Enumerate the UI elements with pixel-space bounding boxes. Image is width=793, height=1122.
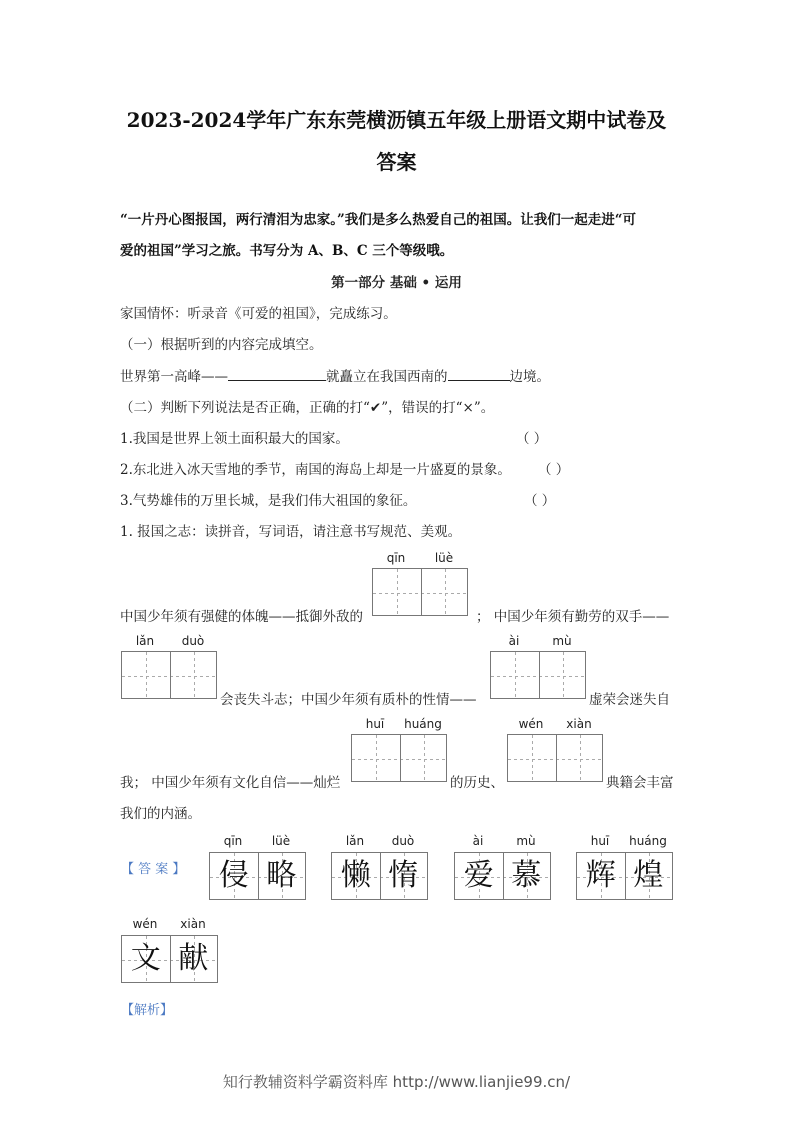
write-box-aimu[interactable] xyxy=(490,651,586,699)
answer-char: 略 xyxy=(266,858,297,893)
q1-sentence1: 中国少年须有强健的体魄——抵御外敌的 xyxy=(120,609,363,625)
judge-item-3: 3.气势雄伟的万里长城，是我们伟大祖国的象征。 xyxy=(120,493,417,509)
q1-instruction: 1. 报国之志：读拼音，写词语，请注意书写规范、美观。 xyxy=(120,524,462,540)
ans-pinyin-ai: ài xyxy=(472,834,484,848)
intro-line1: “一片丹心图报国，两行清泪为忠家。”我们是多么热爱自己的祖国。让我们一起走进“可 xyxy=(120,212,637,228)
ans-pinyin-hui: huī xyxy=(590,834,610,848)
judge-paren-1[interactable]: （ ） xyxy=(516,431,548,447)
ans-pinyin-huang: huáng xyxy=(629,834,667,848)
answer-char: 惰 xyxy=(388,858,419,893)
q1-sentence3c: 典籍会丰富 xyxy=(606,775,674,791)
ans-pinyin-wen: wén xyxy=(132,917,158,931)
q1-sentence3a: 我； 中国少年须有文化自信——灿烂 xyxy=(120,775,341,791)
fill-blank-1[interactable] xyxy=(228,366,326,381)
pinyin-lan: lǎn xyxy=(135,634,155,648)
answer-box-huihuang xyxy=(576,852,673,900)
answer-char: 侵 xyxy=(218,858,249,893)
page-title-line2: 答案 xyxy=(376,150,417,174)
write-box-wenxian[interactable] xyxy=(507,734,603,782)
fill-blank-2[interactable] xyxy=(448,366,510,381)
answer-char: 辉 xyxy=(585,858,616,893)
answer-char: 慕 xyxy=(511,858,542,893)
judge-paren-2[interactable]: （ ） xyxy=(538,462,570,478)
ans-pinyin-duo: duò xyxy=(391,834,415,848)
pinyin-mu: mù xyxy=(552,634,572,648)
ans-pinyin-lan: lǎn xyxy=(345,834,365,848)
answer-char: 献 xyxy=(178,941,209,976)
answer-char: 文 xyxy=(130,941,161,976)
fill-text-c: 边境。 xyxy=(509,369,550,385)
judge-item-1: 1.我国是世界上领土面积最大的国家。 xyxy=(120,431,349,447)
pinyin-hui: huī xyxy=(365,717,385,731)
q1-sentence2a: 会丧失斗志；中国少年须有质朴的性情—— xyxy=(220,692,477,708)
pinyin-wen: wén xyxy=(518,717,544,731)
ans-pinyin-qin: qīn xyxy=(223,834,243,848)
page-title: 2023-2024学年广东东莞横沥镇五年级上册语文期中试卷及 xyxy=(126,108,667,132)
judge-paren-3[interactable]: （ ） xyxy=(524,493,556,509)
pinyin-duo: duò xyxy=(181,634,205,648)
ans-pinyin-lue: lüè xyxy=(271,834,291,848)
answer-char: 爱 xyxy=(463,858,494,893)
q1-sentence1b: ； 中国少年须有勤劳的双手—— xyxy=(476,609,670,625)
write-box-huihuang[interactable] xyxy=(351,734,447,782)
intro-line2: 爱的祖国”学习之旅。书写分为 A、B、C 三个等级哦。 xyxy=(120,243,454,259)
pinyin-ai: ài xyxy=(508,634,520,648)
answer-char: 煌 xyxy=(633,858,664,893)
answer-label: 【 答 案 】 xyxy=(121,862,186,877)
pinyin-lue: lüè xyxy=(434,551,454,565)
footer-watermark: 知行教辅资料学霸资料库 http://www.lianjie99.cn/ xyxy=(222,1073,571,1091)
ans-pinyin-xian: xiàn xyxy=(180,917,206,931)
judge-item-2: 2.东北进入冰天雪地的季节，南国的海岛上却是一片盛夏的景象。 xyxy=(120,462,511,478)
fill-text-a: 世界第一高峰—— xyxy=(120,369,228,385)
answer-box-landuo xyxy=(331,852,428,900)
fill-text-b: 就矗立在我国西南的 xyxy=(326,369,448,385)
q1-sentence4: 我们的内涵。 xyxy=(120,806,201,822)
listen-instruction: 家国情怀：听录音《可爱的祖国》，完成练习。 xyxy=(120,306,397,322)
q1-sentence2b: 虚荣会迷失自 xyxy=(589,692,670,708)
pinyin-xian: xiàn xyxy=(566,717,592,731)
q1-sentence3b: 的历史、 xyxy=(450,775,504,791)
answer-char: 懒 xyxy=(340,858,371,893)
write-box-qinlue[interactable] xyxy=(372,568,468,616)
pinyin-huang: huáng xyxy=(404,717,442,731)
listen-part2: （二）判断下列说法是否正确，正确的打“✔”，错误的打“×”。 xyxy=(120,400,495,416)
answer-box-qinlue xyxy=(209,852,306,900)
fill-line xyxy=(120,365,550,385)
listen-part1: （一）根据听到的内容完成填空。 xyxy=(120,337,323,353)
analysis-label: 【解析】 xyxy=(121,1003,174,1018)
answer-box-wenxian xyxy=(121,935,218,983)
section-heading: 第一部分 基础 • 运用 xyxy=(331,275,462,291)
ans-pinyin-mu: mù xyxy=(516,834,536,848)
answer-box-aimu xyxy=(454,852,551,900)
pinyin-qin: qīn xyxy=(386,551,406,565)
write-box-landuo[interactable] xyxy=(121,651,217,699)
